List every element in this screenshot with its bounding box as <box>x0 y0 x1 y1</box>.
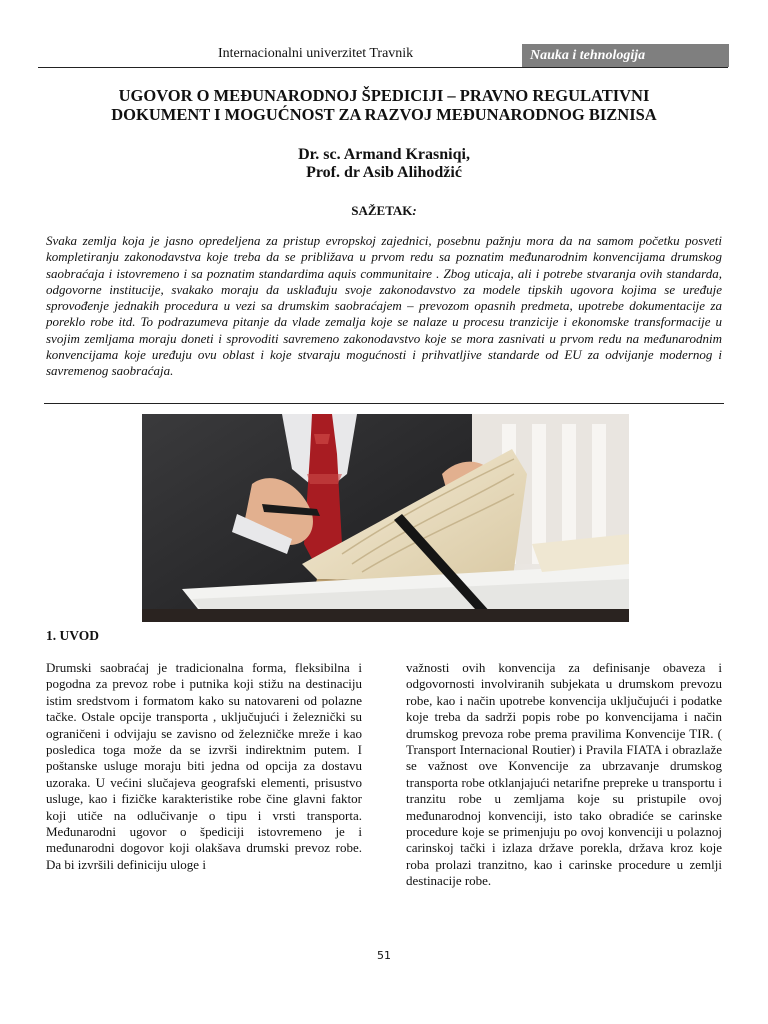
article-title-line-1: UGOVOR O MEĐUNARODNOJ ŠPEDICIJI – PRAVNO REGULATIVNI <box>118 86 650 105</box>
photo-man-reading-book-icon <box>142 414 629 622</box>
abstract-text: Svaka zemlja koja je jasno opredeljena za pristup evropskoj zajednici, posebnu pažnju mora da na samom početku posveti kompletiranju zakonodavstva koje treba da se približava u prvom redu sa poznatim međunarodnim konvencijama drumskog saobraćaja i istovremeno i sa poznatim standardima aquis communitaire . Zbog uticaja, ali i potrebe stvaranja ovih standarda, odgovorne institucije, svakako moraju da usklađuju svoje zakonodavstvo za modele tipskih ugovora kojima se uređuje sprovođenje jednakih procedura u vezi sa drumskim saobraćajem – prevozom opasnih predmeta, upotrebe dokumentacije za poreklo robe itd. To podrazumeva pitanje da vlade zemalja koje se nalaze u procesu tranzicije i ekonomske transformacije u svojim zemljama moraju doneti i sprovoditi savremeno zakonodavstvo koje se mora zasnivati u prvom redu na međunarodnim konvencijama koje uređuju ovu oblast i koje stvaraju mogućnosti i prihvatljive standarde od EU za odvijanje modernog i savremenog saobraćaja. <box>46 233 722 379</box>
body-column-right: važnosti ovih konvencija za definisanje obaveza i odgovornosti involviranih subjekata u drumskom prevozu robe, kao i način upotrebe konvencija uključujući i podatke koje treba da sadrži popis robe po konvencijama i način drumskog prevoza robe prema pravilima Konvencije TIR. ( Transport Internacional Routier) i Pravila FIATA i obrazlaže se važnost ove Konvencije za ubrzavanje drumskog transporta robe otklanjajući netarifne prepreke u transportu i tranzitu robe u zemljama koje su pristupile ovoj međunarodnoj konvenciji, isto tako obradiće se carinske procedure koje se primenjuju po ovoj konvenciji u polaznoj carinskoj tački i izlaza države porekla, država kroz koje roba prolazi tranzitno, kao i carinske procedure u zemlji destinacije robe. <box>406 660 722 889</box>
page-number: 51 <box>377 949 391 962</box>
abstract-divider <box>44 403 724 404</box>
article-title <box>40 86 728 124</box>
article-photo <box>142 414 629 622</box>
abstract-heading-colon: : <box>412 203 417 218</box>
abstract-heading-text: SAŽETAK <box>351 203 413 218</box>
author-2: Prof. dr Asib Alihodžić <box>306 164 462 181</box>
article-title-line-2: DOKUMENT I MOGUĆNOST ZA RAZVOJ MEĐUNARODNOG BIZNISA <box>111 105 657 124</box>
header-divider <box>38 67 728 68</box>
body-column-left: Drumski saobraćaj je tradicionalna forma, fleksibilna i pogodna za prevoz robe i putnika koji stižu na destinaciju istim sredstvom i formatom kako su natovareni od polazne tačke. Ostale opcije transporta , uključujući i železnički su ograničeni i odvijaju se zavisno od železničke mreže i kao posledica toga može da se izvrši indirektnim putem. I poštanske usluge moraju biti jedna od opcija za dostavu uzoraka. U većini slučajeva geografski elementi, prisustvo usluge, kao i fizičke karakteristike robe čine glavni faktor koji utiče na odlučivanje o tipu i vrsti transporta. Međunarodni ugovor o špediciji istovremeno je i međunarodni dogovor koji olakšava drumski prevoz robe. Da bi izvršili definiciju uloge i <box>46 660 362 872</box>
journal-header-university: Internacionalni univerzitet Travnik <box>218 46 414 61</box>
journal-section-badge: Nauka i tehnologija <box>522 44 729 67</box>
article-authors <box>40 146 728 182</box>
abstract-heading <box>40 203 728 219</box>
section-heading-uvod: 1. UVOD <box>46 628 99 643</box>
author-1: Dr. sc. Armand Krasniqi, <box>298 146 470 163</box>
